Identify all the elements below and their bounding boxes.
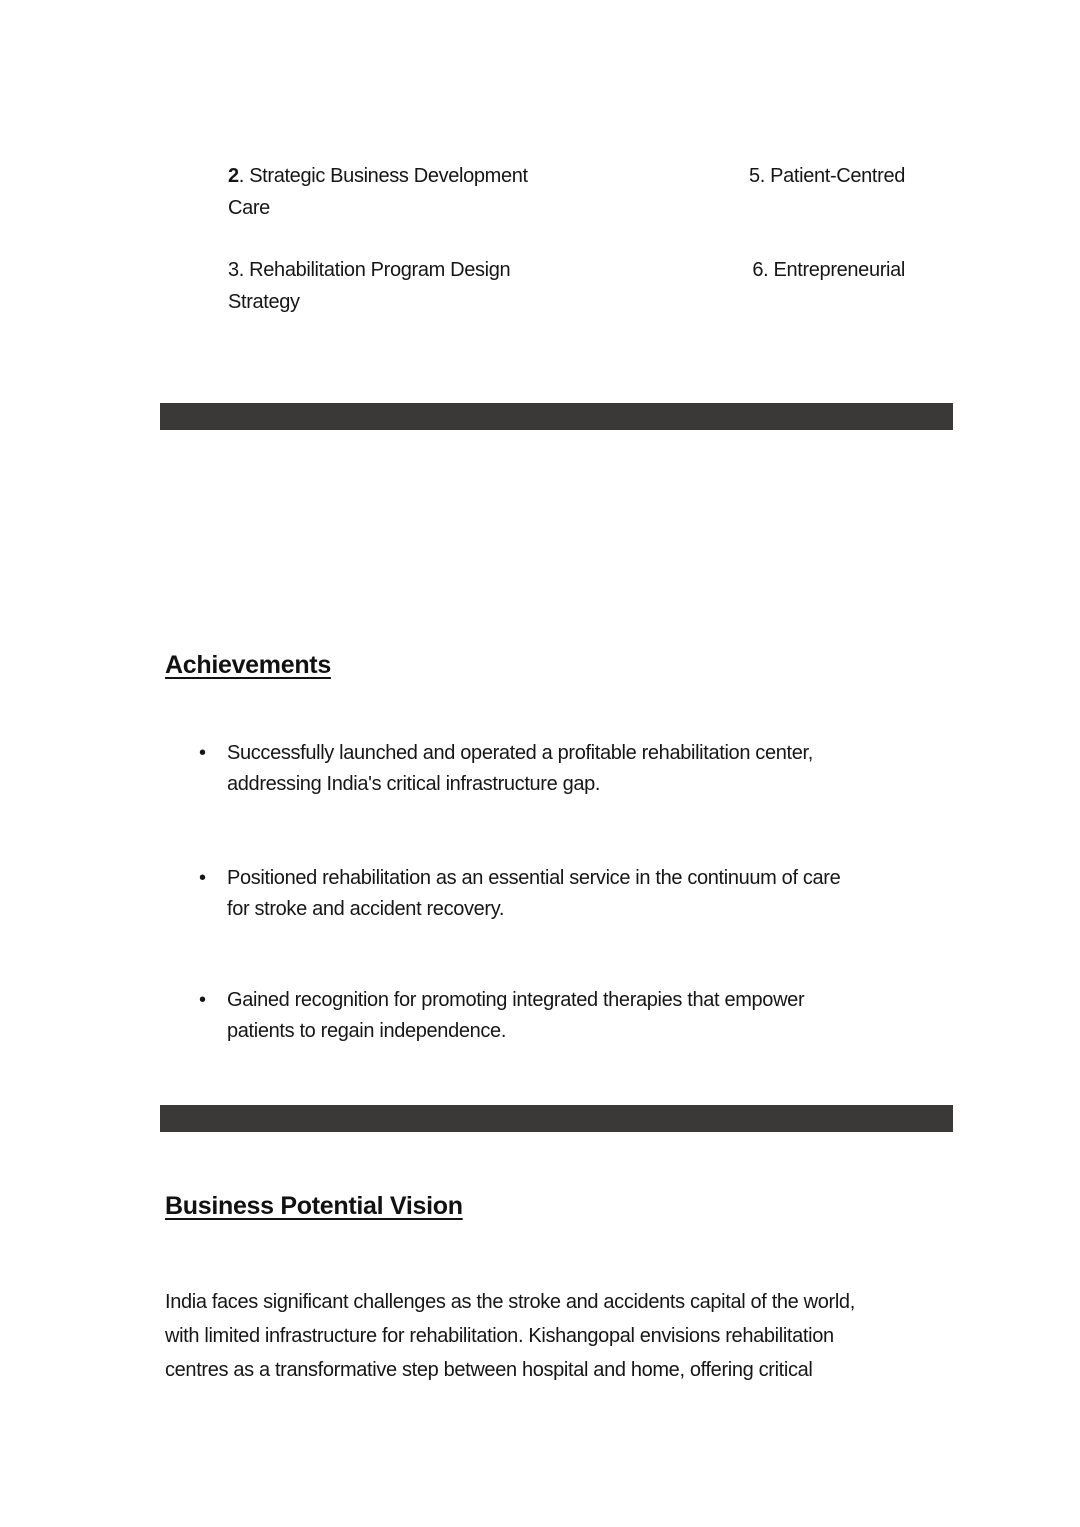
bullet-text	[227, 985, 804, 1047]
bullet-line: Positioned rehabilitation as an essential service in the continuum of care	[227, 867, 841, 889]
paragraph-line: India faces significant challenges as the stroke and accidents capital of the world,	[165, 1291, 855, 1313]
list-item-strategic-business-development	[228, 160, 528, 192]
list-item-number: 2	[228, 165, 239, 187]
bullet-icon: •	[199, 989, 207, 1011]
bullet-line: Gained recognition for promoting integrated therapies that empower	[227, 989, 805, 1011]
business-vision-paragraph	[165, 1285, 855, 1387]
section-divider-bar	[160, 1105, 953, 1132]
bullet-text	[227, 863, 840, 925]
bullet-line: for stroke and accident recovery.	[227, 898, 505, 920]
list-item-rehabilitation-program-design: 3. Rehabilitation Program Design	[228, 259, 511, 281]
business-potential-vision-heading: Business Potential Vision	[165, 1192, 463, 1220]
paragraph-line: centres as a transformative step between hospital and home, offering critical	[165, 1359, 813, 1381]
list-item-carry-strategy: Strategy	[228, 291, 300, 313]
bullet-line: Successfully launched and operated a profitable rehabilitation center,	[227, 742, 813, 764]
achievement-bullet-item	[199, 863, 840, 925]
bullet-line: patients to regain independence.	[227, 1020, 507, 1042]
section-divider-bar	[160, 403, 953, 430]
list-item-carry-care: Care	[228, 197, 270, 219]
bullet-icon: •	[199, 742, 207, 764]
list-item-text: . Strategic Business Development	[238, 165, 528, 187]
list-item-patient-centred: 5. Patient-Centred	[748, 165, 905, 187]
achievements-heading: Achievements	[165, 651, 331, 679]
bullet-line: addressing India's critical infrastructure gap.	[227, 773, 601, 795]
paragraph-line: with limited infrastructure for rehabilitation. Kishangopal envisions rehabilitation	[165, 1325, 834, 1347]
bullet-text	[227, 738, 813, 800]
bullet-icon: •	[199, 867, 207, 889]
achievement-bullet-item	[199, 985, 804, 1047]
achievement-bullet-item	[199, 738, 813, 800]
list-item-entrepreneurial: 6. Entrepreneurial	[752, 259, 905, 281]
